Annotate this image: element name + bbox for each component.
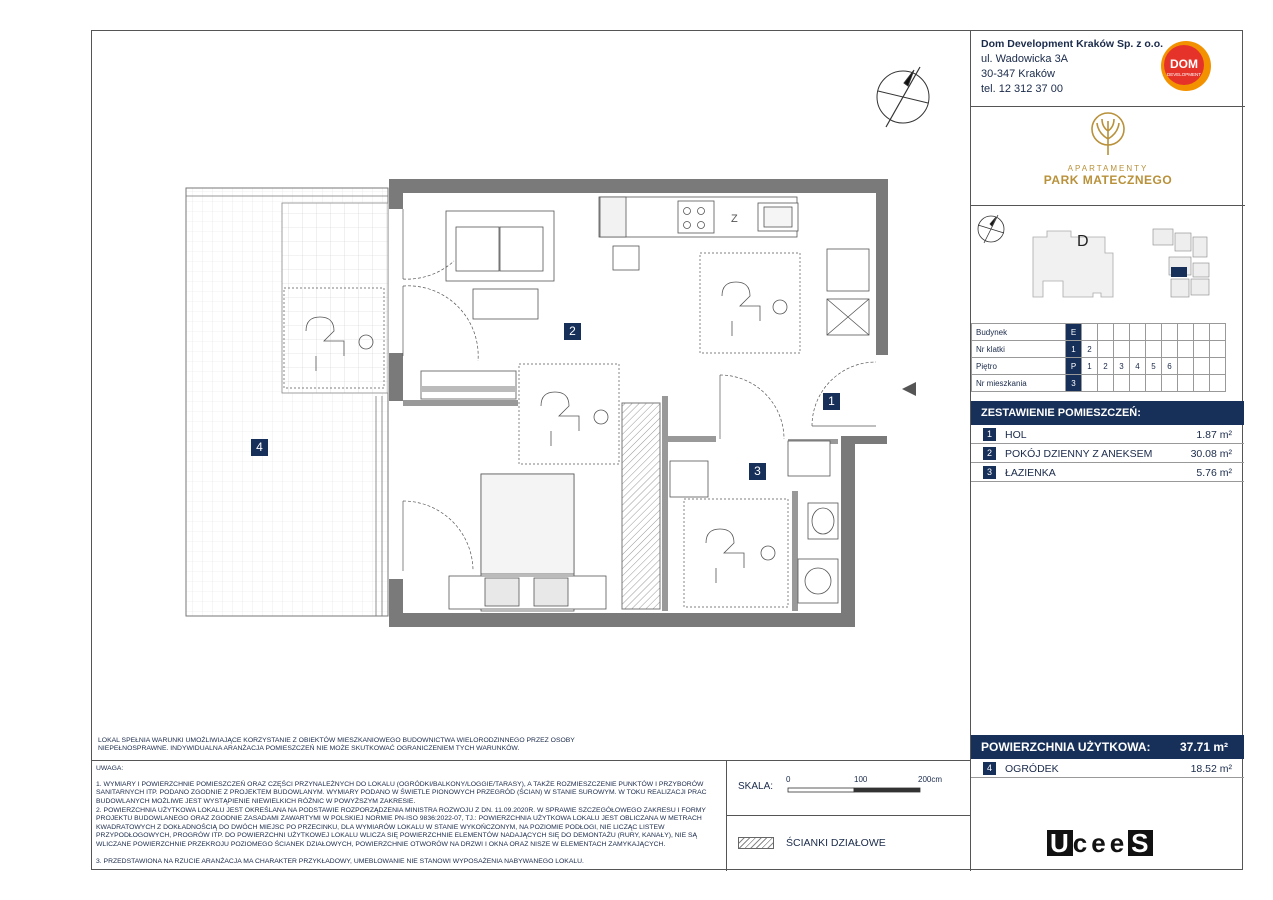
location-cell [1178,358,1194,375]
note-2: 2. POWIERZCHNIA UŻYTKOWA LOKALU JEST OKREŚLANA NA PODSTAWIE ROZPORZĄDZENIA MINISTRA ROZWOJU Z DN. 11.09.2020R. W SPRAWIE SZCZEGÓŁOWEGO ZAKRESU I FORMY PROJEKTU BUDOWLANEGO ORAZ ZGODNIE ZASADAMI ZAWARTYMI W POLSKIEJ NORMIE PN-ISO 9836:2022-07, TJ.: POWIERZCHNIA UŻYTKOWA LOKALU JEST OBLICZANA W METRACH KWADRATOWYCH Z DOKŁADNOŚCIĄ DO DWÓCH MIEJSC PO PRZECINKU, DLA WYMIARÓW LOKALU W STANIE WYKOŃCZONYM, NA POZIOMIE PODŁOGI, NIE LICZĄC LISTEW PRZYPODŁOGOWYCH, PROGRÓW ITP. DO POWIERZCHNI UŻYTKOWEJ LOKALU WLICZA SIĘ POWIERZCHNIE ELEMENTÓW NADAJĄCYCH SIĘ DO DEMONTAŻU (RURY, KANAŁY), NIE SĄ WLICZANE POWIERZCHNIE PRZEKROJU POZIOMEGO ŚCIANEK DZIAŁOWYCH, POWIERZCHNIE OTWORÓW NA DRZWI I OKNA ORAZ NISZE W ELEMENTACH ZAMYKAJĄCYCH. [96,807,706,848]
location-row-label: Budynek [972,324,1066,341]
location-cell [1178,324,1194,341]
room-number: 3 [983,466,996,479]
location-cell: 6 [1162,358,1178,375]
location-cell [1114,341,1130,358]
terrace-paving [282,203,388,393]
dom-development-logo [1159,39,1213,93]
location-cell [1194,358,1210,375]
location-row [972,341,1226,358]
location-cell: 3 [1066,375,1082,392]
location-cell [1210,341,1226,358]
location-cell [1114,375,1130,392]
location-cell [1194,324,1210,341]
room-row [971,426,1244,444]
location-row [972,324,1226,341]
scale-tick-200: 200cm [918,775,943,784]
total-area-bar [971,735,1244,759]
accessibility-note: LOKAL SPEŁNIA WARUNKI UMOŻLIWIAJĄCE KORZYSTANIE Z OBIEKTÓW MIESZKANIOWEGO BUDOWNICTWA WIELORODZINNEGO PRZEZ OSOBY NIEPEŁNOSPRAWNE. INDYWIDUALNA ARANŻACJA POMIESZCZEŃ NIE MOŻE SKUTKOWAĆ OGRANICZENIEM TYCH WARUNKÓW. [98,737,575,753]
dom-logo-subtext: DEVELOPMENT [1166,72,1202,77]
location-cell: 2 [1082,341,1098,358]
room-number: 1 [983,428,996,441]
company-info [981,37,1163,97]
location-cell [1098,341,1114,358]
location-cell [1162,341,1178,358]
entrance-arrow [902,382,916,396]
location-cell: 3 [1114,358,1130,375]
location-row [972,358,1226,375]
plan-label-living-room: 2 [564,323,581,340]
plan-label-bathroom: 3 [749,463,766,480]
location-cell [1130,375,1146,392]
location-row-label: Nr klatki [972,341,1066,358]
location-row [972,375,1226,392]
compass-icon [877,67,929,127]
plan-label-garden: 4 [251,439,268,456]
location-cell [1130,324,1146,341]
floor-plan-sheet [91,30,1243,870]
divider [971,205,1245,206]
location-cell [1098,324,1114,341]
location-cell [1114,324,1130,341]
total-area-value: 37.71 m² [1179,740,1228,754]
location-cell [1210,324,1226,341]
location-cell: P [1066,358,1082,375]
room-area: 1.87 m² [1196,429,1232,441]
room-name: HOL [1005,429,1027,441]
garden-number: 4 [983,762,996,775]
project-subtitle: APARTAMENTY [1067,164,1149,173]
company-phone: tel. 12 312 37 00 [981,83,1063,95]
location-cell [1082,375,1098,392]
room-area: 5.76 m² [1196,467,1232,479]
room-number: 2 [983,447,996,460]
location-cell [1178,341,1194,358]
garden-row [971,760,1244,778]
wardrobe [622,403,660,609]
location-cell [1146,324,1162,341]
ucees-logo: U cee S [1047,828,1153,859]
tree-logo-icon [1088,111,1128,157]
location-row-label: Piętro [972,358,1066,375]
company-city: 30-347 Kraków [981,68,1055,80]
location-cell [1146,375,1162,392]
location-cell [1194,341,1210,358]
location-cell: E [1066,324,1082,341]
room-name: POKÓJ DZIENNY Z ANEKSEM [1005,448,1153,460]
plan-label-hall: 1 [823,393,840,410]
divider [971,106,1245,107]
location-table [971,323,1226,392]
location-cell [1194,375,1210,392]
note-3: 3. PRZEDSTAWIONA NA RZUCIE ARANŻACJA MA CHARAKTER PRZYKŁADOWY, UMEBLOWANIE NIE STANOWI WYPOSAŻENIA NABYWANEGO LOKALU. [96,858,584,865]
room-row [971,464,1244,482]
notes-title: UWAGA: [96,765,124,772]
location-cell [1162,375,1178,392]
key-plan [971,207,1245,319]
location-cell [1082,324,1098,341]
location-cell [1146,341,1162,358]
location-cell [1098,375,1114,392]
location-cell [1210,375,1226,392]
location-cell: 4 [1130,358,1146,375]
company-name: Dom Development Kraków Sp. z o.o. [981,38,1164,50]
keyplan-building-letter: D [1077,233,1089,250]
scale-tick-100: 100 [854,775,868,784]
location-cell: 2 [1098,358,1114,375]
location-cell [1130,341,1146,358]
room-row [971,445,1244,463]
divider [92,760,970,761]
location-cell: 5 [1146,358,1162,375]
note-1: 1. WYMIARY I POWIERZCHNIE POMIESZCZEŃ ORAZ CZĘŚCI PRZYNALEŻNYCH DO LOKALU (OGRÓDKI/BALKONY/LOGGIE/TARASY), A TAKŻE ROZMIESZCZENIE PUNKTÓW I PRZYBORÓW SANITARNYCH ITP. PODANO ZGODNIE Z PROJEKTEM BUDOWLANYM. WYMIARY PODANO W ŚWIETLE PIONOWYCH PRZEGRÓD (ŚCIAN) W STANIE SUROWYM. W TOKU REALIZACJI PRAC BUDOWLANYCH MOŻLIWE JEST WYSTĄPIENIE NIEWIELKICH RÓŻNIC W POWYŻSZYM ZAKRESIE. [96,781,707,805]
garden-name: OGRÓDEK [1005,763,1059,775]
location-cell: 1 [1066,341,1082,358]
project-title: PARK MATECZNEGO [1043,173,1173,187]
location-cell [1178,375,1194,392]
room-name: ŁAZIENKA [1005,467,1056,479]
location-cell [1210,358,1226,375]
garden-area: 18.52 m² [1190,763,1232,775]
company-street: ul. Wadowicka 3A [981,53,1069,65]
legend-label: ŚCIANKI DZIAŁOWE [786,837,886,849]
divider [726,815,970,816]
scale-tick-0: 0 [786,775,791,784]
total-area-label: POWIERZCHNIA UŻYTKOWA: [981,740,1151,754]
dom-logo-text: DOM [1170,57,1198,71]
legend-swatch [738,837,774,849]
scale-label: SKALA: [738,781,774,792]
info-sidebar [970,31,1244,871]
location-cell [1162,324,1178,341]
keyplan-compass-icon [978,215,1004,243]
location-cell: 1 [1082,358,1098,375]
svg-text:Z: Z [731,213,738,225]
project-brand [971,111,1245,187]
room-area: 30.08 m² [1190,448,1232,460]
location-row-label: Nr mieszkania [972,375,1066,392]
rooms-header: ZESTAWIENIE POMIESZCZEŃ: [971,401,1244,425]
